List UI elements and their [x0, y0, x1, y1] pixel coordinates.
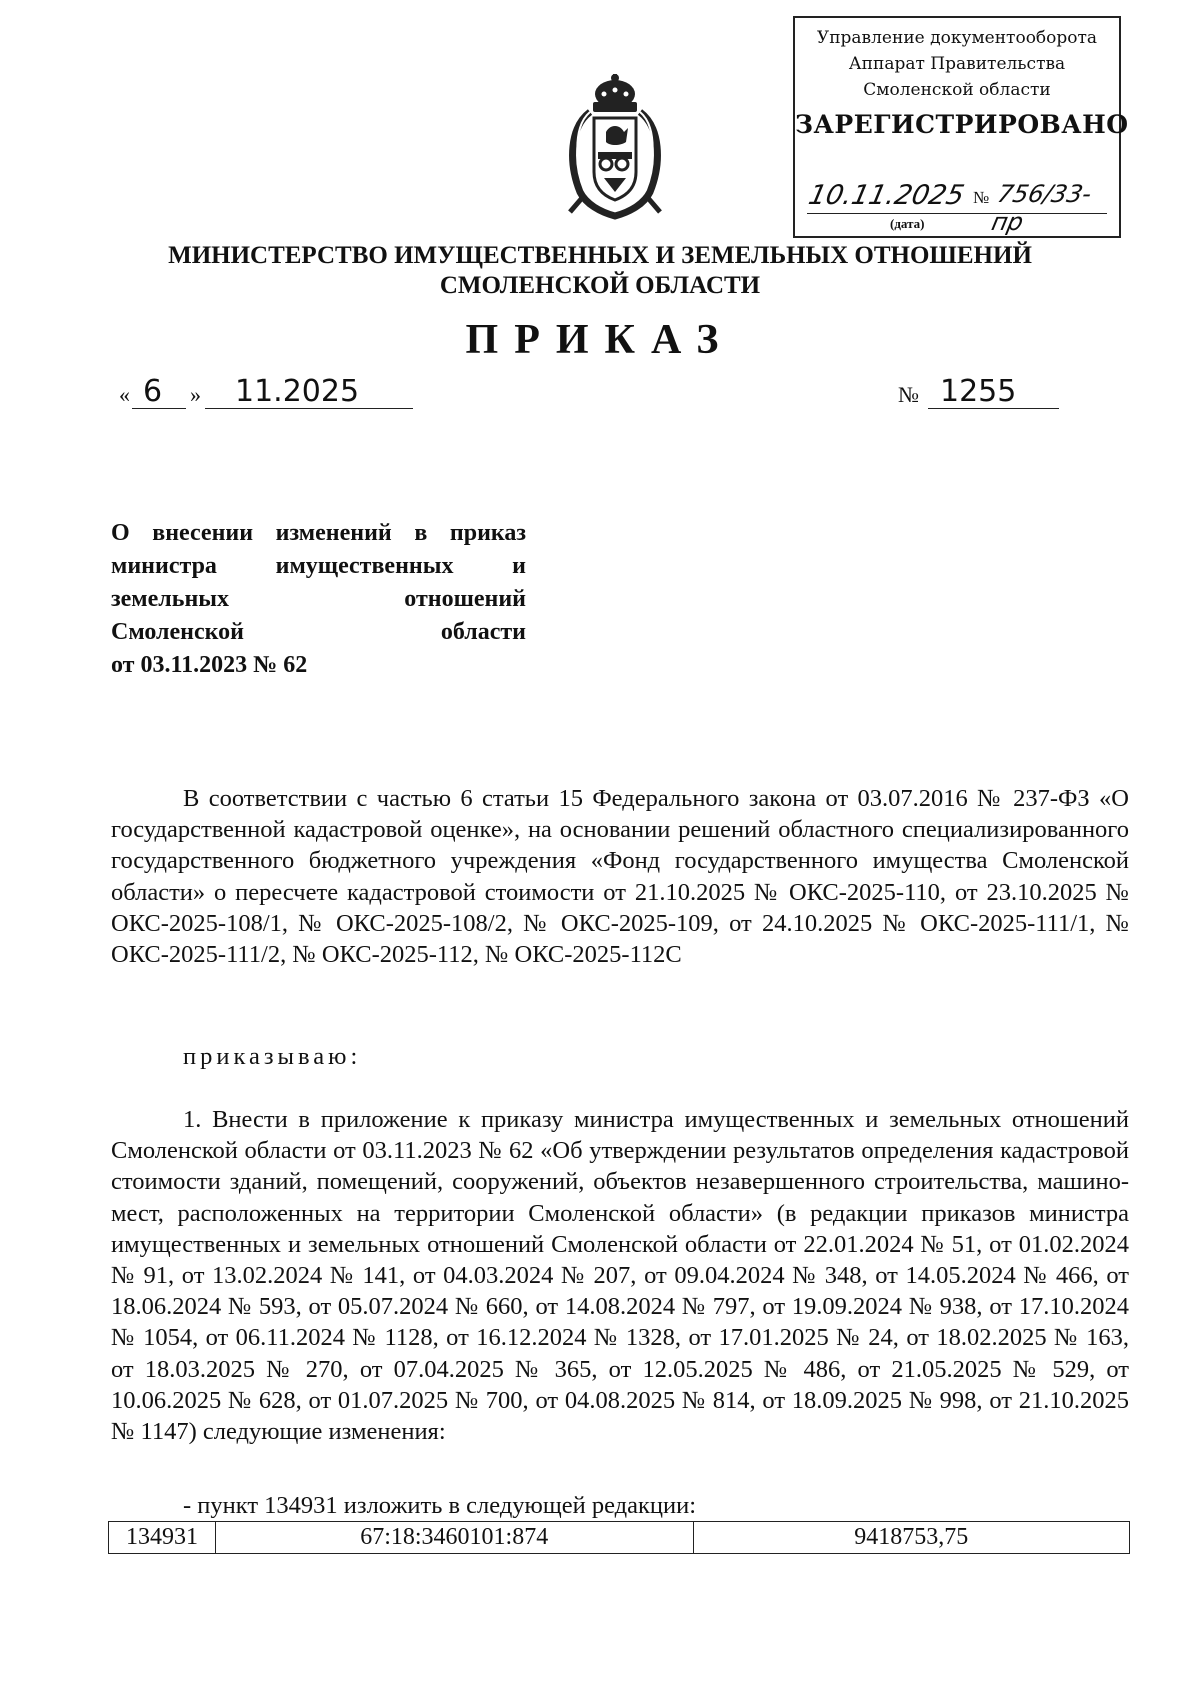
subject-line: министра имущественных и	[111, 553, 526, 579]
date-underline	[205, 408, 413, 409]
stamp-region: Смоленской области	[863, 80, 1051, 100]
stamp-registered-label: ЗАРЕГИСТРИРОВАНО	[795, 110, 1129, 139]
order-date-close-quote: »	[190, 382, 201, 407]
registration-stamp	[793, 16, 1129, 238]
decree-word: приказываю:	[183, 1043, 362, 1070]
order-day: 6	[143, 374, 163, 409]
ministry-title: МИНИСТЕРСТВО ИМУЩЕСТВЕННЫХ И ЗЕМЕЛЬНЫХ ОТНОШЕНИЙ	[168, 242, 1032, 269]
subject-line: О внесении изменений в приказ	[111, 520, 526, 546]
stamp-date: 10.11.2025	[805, 180, 967, 211]
number-underline	[928, 408, 1059, 409]
stamp-number-label: №	[973, 188, 990, 207]
cadastral-number-cell: 67:18:3460101:874	[215, 1522, 693, 1554]
stamp-department: Управление документооборота	[816, 28, 1098, 48]
order-number-label: №	[898, 382, 919, 407]
day-underline	[132, 408, 186, 409]
order-date-open-quote: «	[119, 382, 130, 407]
stamp-number: 756/33-пр	[989, 180, 1095, 236]
item-1-paragraph: 1. Внести в приложение к приказу министра имущественных и земельных отношений Смоленской области от 03.11.2023 № 62 «Об утверждении результатов определения кадастровой стоимости зданий, помещений, сооружений, объектов незавершенного строительства, машино-мест, расположенных на территории Смоленской области» (в редакции приказов министра имущественных и земельных отношений Смоленской области от 22.01.2024 № 51, от 01.02.2024 № 91, от 13.02.2024 № 141, от 04.03.2024 № 207, от 09.04.2024 № 348, от 14.05.2024 № 466, от 18.06.2024 № 593, от 05.07.2024 № 660, от 14.08.2024 № 797, от 19.09.2024 № 938, от 17.10.2024 № 1054, от 06.11.2024 № 1128, от 16.12.2024 № 1328, от 17.01.2025 № 24, от 18.02.2025 № 163, от 18.03.2025 № 270, от 07.04.2025 № 365, от 12.05.2025 № 486, от 21.05.2025 № 529, от 10.06.2025 № 628, от 01.07.2025 № 700, от 04.08.2025 № 814, от 18.09.2025 № 998, от 21.10.2025 № 1147) следующие изменения:	[111, 1106, 1129, 1446]
order-subject	[111, 517, 526, 682]
subject-line: Смоленской области	[111, 619, 526, 645]
stamp-divider	[807, 213, 1107, 214]
stamp-date-caption: (дата)	[890, 216, 925, 231]
table-row	[109, 1522, 1130, 1554]
order-month-year: 11.2025	[235, 374, 360, 409]
ministry-region: СМОЛЕНСКОЙ ОБЛАСТИ	[439, 272, 761, 299]
cadastral-table	[108, 1521, 1130, 1554]
document-type-title: ПРИКАЗ	[465, 317, 735, 363]
subject-line: земельных отношений	[111, 586, 526, 612]
bullet-instruction: - пункт 134931 изложить в следующей редакции:	[183, 1492, 697, 1519]
coat-of-arms-icon	[560, 72, 670, 220]
cadastral-value-cell: 9418753,75	[693, 1522, 1130, 1554]
order-number: 1255	[940, 374, 1017, 409]
item-number-cell: 134931	[109, 1522, 216, 1554]
preamble-paragraph: В соответствии с частью 6 статьи 15 Федерального закона от 03.07.2016 № 237-ФЗ «О государственной кадастровой оценке», на основании решений областного специализированного государственного бюджетного учреждения «Фонд государственного имущества Смоленской области» о пересчете кадастровой стоимости от 21.10.2025 № ОКС-2025-110, от 23.10.2025 № ОКС-2025-108/1, № ОКС-2025-108/2, № ОКС-2025-109, от 24.10.2025 № ОКС-2025-111/1, № ОКС-2025-111/2, № ОКС-2025-112, № ОКС-2025-112С	[111, 785, 1129, 969]
subject-line: от 03.11.2023 № 62	[111, 652, 308, 678]
stamp-apparatus: Аппарат Правительства	[848, 54, 1066, 74]
